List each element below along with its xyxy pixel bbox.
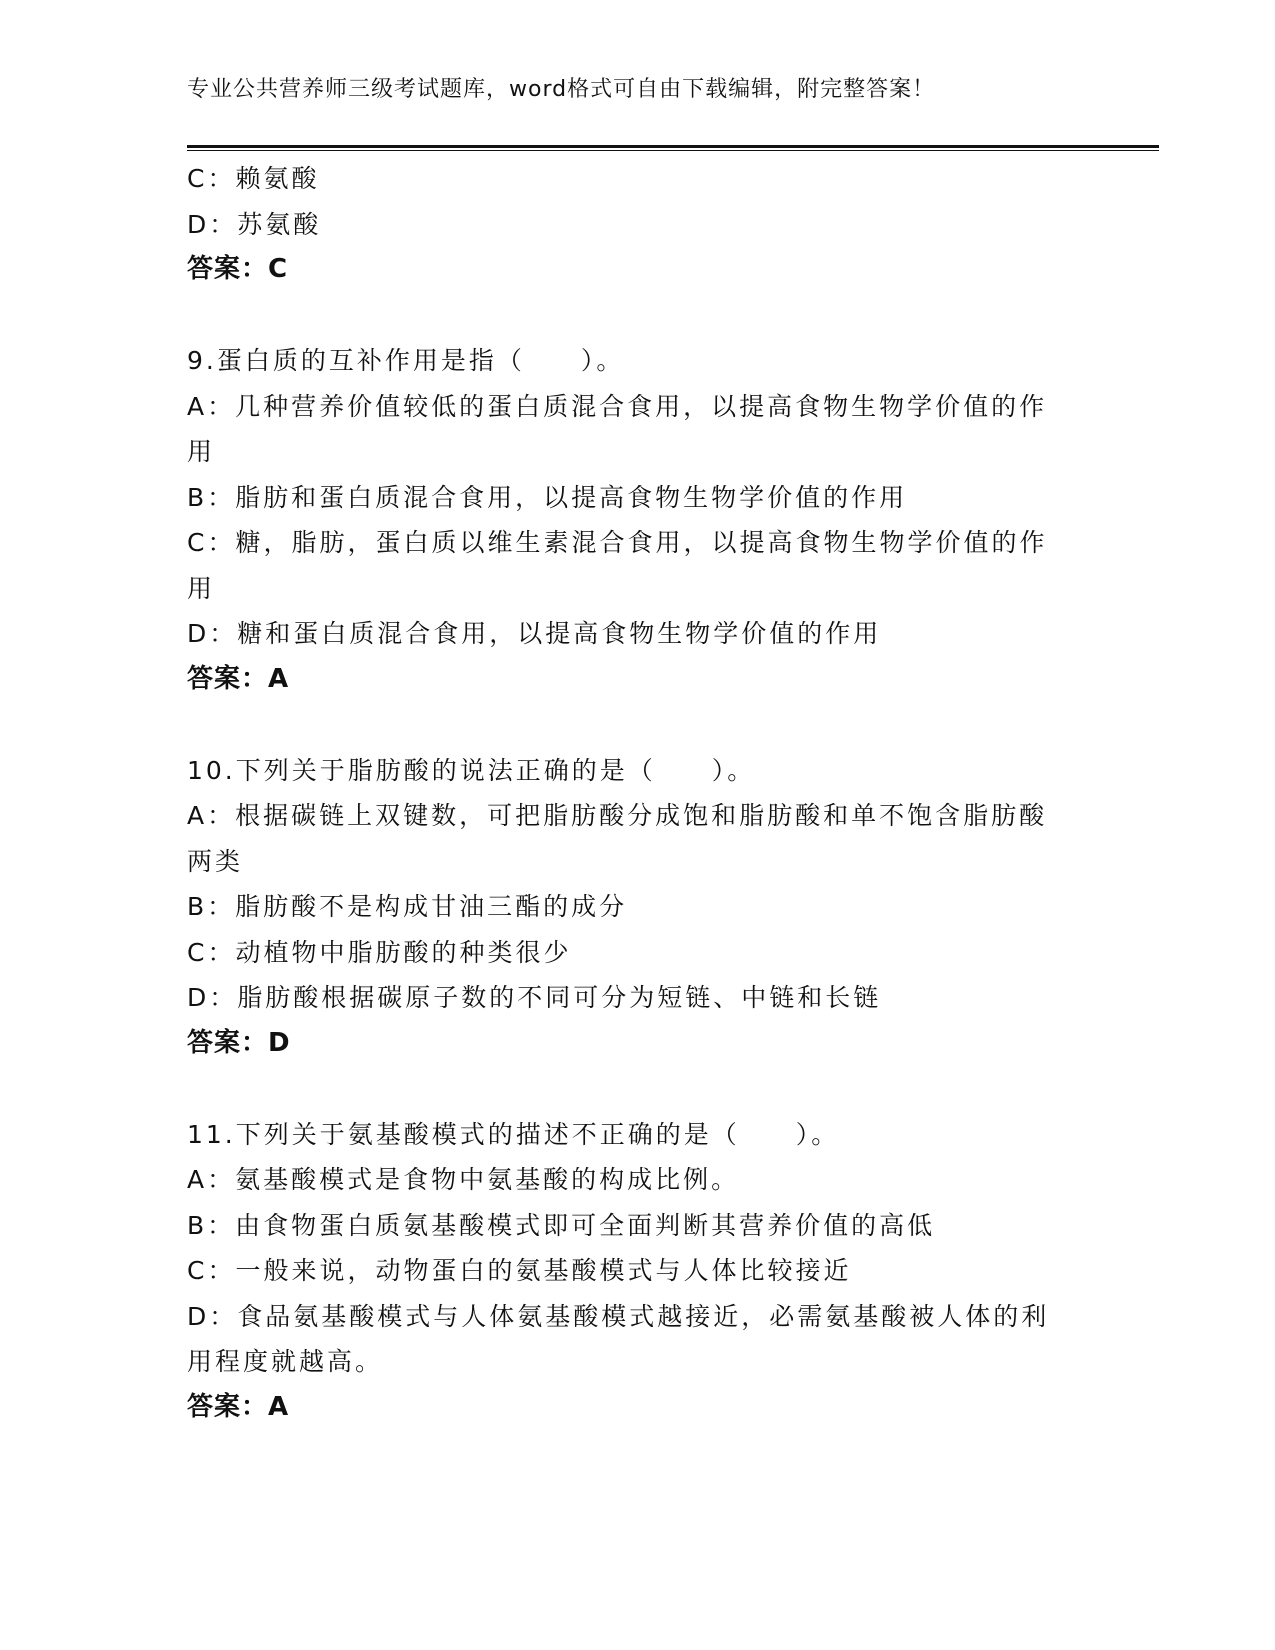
question-content [187, 156, 1087, 1430]
spacer [187, 1066, 1087, 1112]
option-line: D：苏氨酸 [187, 209, 322, 239]
question-stem: 10.下列关于脂肪酸的说法正确的是（ ）。 [187, 755, 756, 785]
spacer [187, 293, 1087, 339]
option-line: D：食品氨基酸模式与人体氨基酸模式越接近，必需氨基酸被人体的利 [187, 1301, 1050, 1331]
option-line: B：由食物蛋白质氨基酸模式即可全面判断其营养价值的高低 [187, 1210, 936, 1240]
option-line: D：糖和蛋白质混合食用，以提高食物生物学价值的作用 [187, 619, 882, 648]
option-line: C：糖，脂肪，蛋白质以维生素混合食用，以提高食物生物学价值的作 [187, 528, 1048, 557]
question-fragment [187, 156, 1087, 293]
option-line: 两类 [187, 846, 244, 876]
answer-line: 答案：A [187, 663, 290, 694]
question-stem: 9.蛋白质的互补作用是指（ ）。 [187, 346, 625, 375]
option-line: 用 [187, 437, 216, 466]
option-line: B：脂肪酸不是构成甘油三酯的成分 [187, 892, 628, 921]
option-line: A：氨基酸模式是食物中氨基酸的构成比例。 [187, 1165, 740, 1194]
question-11 [187, 1112, 1087, 1431]
answer-line: 答案：D [187, 1027, 291, 1058]
option-line: A：根据碳链上双键数，可把脂肪酸分成饱和脂肪酸和单不饱含脂肪酸 [187, 801, 1048, 830]
option-line: 用 [187, 573, 216, 603]
page-header: 专业公共营养师三级考试题库，word格式可自由下载编辑，附完整答案！ [187, 77, 936, 102]
option-line: A：几种营养价值较低的蛋白质混合食用，以提高食物生物学价值的作 [187, 391, 1048, 421]
option-line: C：动植物中脂肪酸的种类很少 [187, 937, 572, 967]
answer-line: 答案：C [187, 254, 289, 284]
option-line: D：脂肪酸根据碳原子数的不同可分为短链、中链和长链 [187, 983, 882, 1012]
question-stem: 11.下列关于氨基酸模式的描述不正确的是（ ）。 [187, 1119, 840, 1149]
spacer [187, 702, 1087, 748]
option-line: 用程度就越高。 [187, 1347, 384, 1376]
header-rule-thick [187, 145, 1159, 148]
option-line: B：脂肪和蛋白质混合食用，以提高食物生物学价值的作用 [187, 482, 908, 512]
question-10 [187, 748, 1087, 1067]
answer-line: 答案：A [187, 1391, 290, 1422]
header-rule-thin [187, 150, 1159, 151]
option-line: C：一般来说，动物蛋白的氨基酸模式与人体比较接近 [187, 1256, 852, 1285]
option-line: C：赖氨酸 [187, 164, 320, 193]
question-9 [187, 338, 1087, 702]
